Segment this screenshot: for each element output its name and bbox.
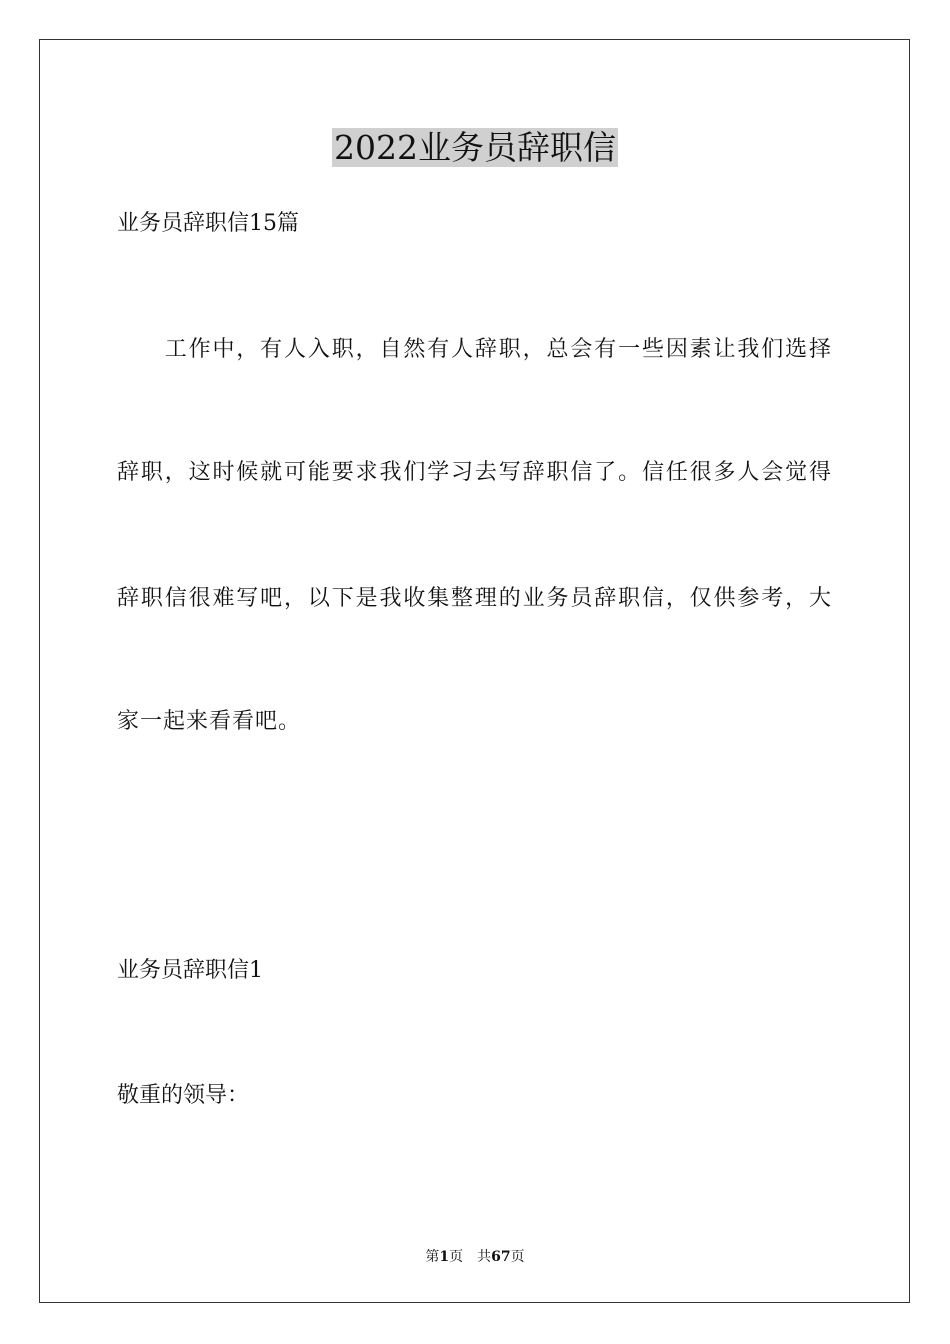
document-title xyxy=(0,126,950,170)
footer-current-page: 1 xyxy=(439,1249,450,1265)
intro-line-4: 家一起来看看吧。 xyxy=(117,709,302,734)
footer-total-pages: 67 xyxy=(491,1249,511,1265)
footer-suffix: 页 xyxy=(510,1249,525,1265)
page-footer xyxy=(0,1247,950,1267)
document-title-text: 2022业务员辞职信 xyxy=(334,128,616,167)
intro-line-2: 辞职，这时候就可能要求我们学习去写辞职信了。信任很多人会觉得 xyxy=(117,460,832,485)
footer-prefix: 第 xyxy=(425,1249,440,1265)
document-subtitle: 业务员辞职信15篇 xyxy=(117,211,299,236)
intro-line-3: 辞职信很难写吧，以下是我收集整理的业务员辞职信，仅供参考，大 xyxy=(117,586,832,611)
salutation: 敬重的领导： xyxy=(117,1083,250,1108)
footer-mid: 页 共 xyxy=(449,1249,492,1265)
section-heading: 业务员辞职信1 xyxy=(117,958,263,983)
intro-line-1: 工作中，有人入职，自然有人辞职，总会有一些因素让我们选择 xyxy=(117,337,832,362)
